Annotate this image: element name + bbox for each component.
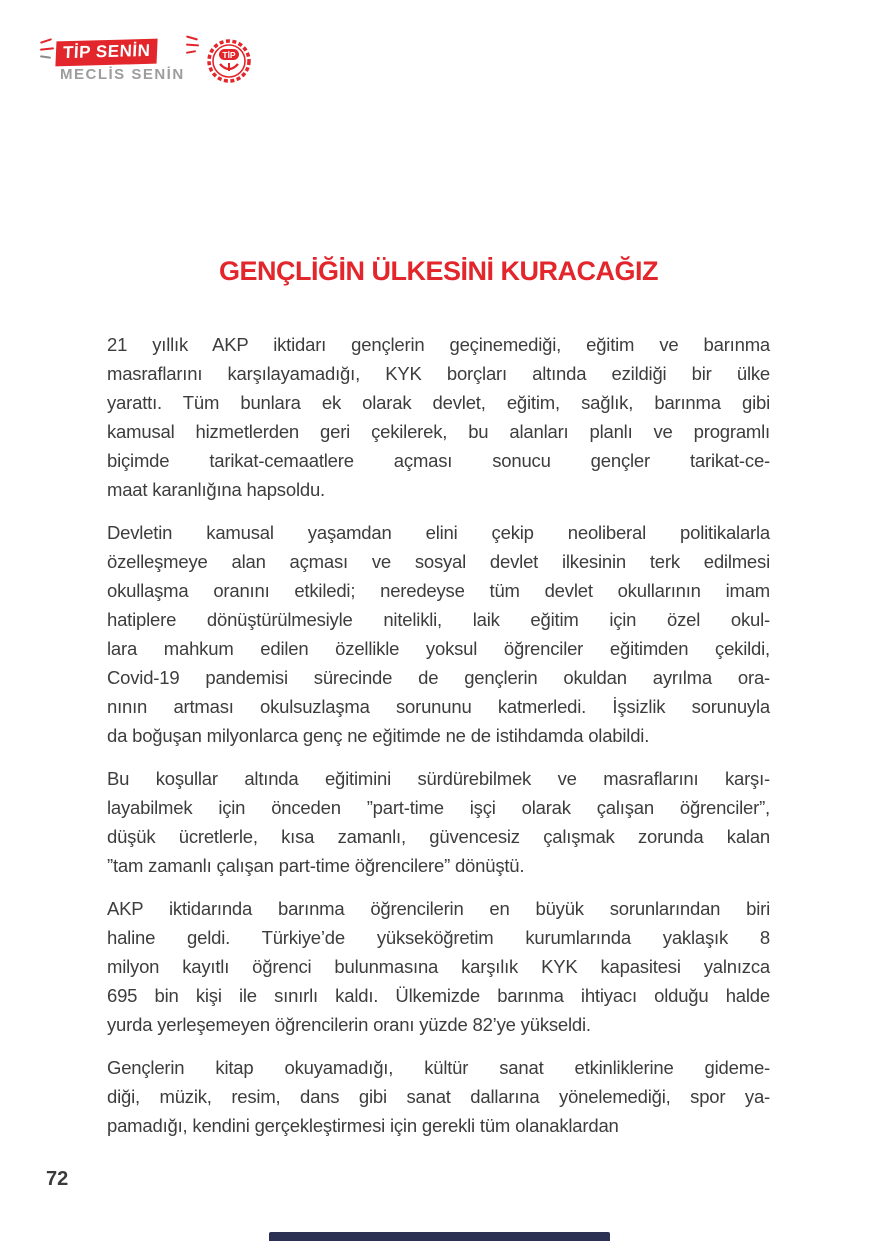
text-line: yarattı. Tüm bunlara ek olarak devlet, eğitim, sağlık, barınma gibi bbox=[107, 392, 770, 413]
text-line: Bu koşullar altında eğitimini sürdürebilmek ve masraflarını karşı- bbox=[107, 768, 770, 789]
text-line: ”tam zamanlı çalışan part-time öğrencilere” dönüştü. bbox=[107, 855, 525, 876]
text-line: biçimde tarikat-cemaatlere açması sonucu gençler tarikat-ce- bbox=[107, 450, 770, 471]
paragraph bbox=[107, 894, 770, 1039]
page-number: 72 bbox=[46, 1168, 69, 1190]
text-line: layabilmek için önceden ”part-time işçi olarak çalışan öğrenciler”, bbox=[107, 797, 770, 818]
text-line: 21 yıllık AKP iktidarı gençlerin geçinemediği, eğitim ve barınma bbox=[107, 334, 770, 355]
body-text bbox=[107, 330, 770, 1154]
text-line: da boğuşan milyonlarca genç ne eğitimde ne de istihdamda olabildi. bbox=[107, 725, 650, 746]
text-line: özelleşmeye alan açması ve sosyal devlet ilkesinin terk edilmesi bbox=[107, 551, 770, 572]
text-line: 695 bin kişi ile sınırlı kaldı. Ülkemizde barınma ihtiyacı olduğu halde bbox=[107, 985, 770, 1006]
text-line: Covid-19 pandemisi sürecinde de gençlerin okuldan ayrılma ora- bbox=[107, 667, 770, 688]
svg-text:TİP: TİP bbox=[222, 49, 236, 60]
paragraph bbox=[107, 330, 770, 504]
text-line: hatiplere dönüştürülmesiyle nitelikli, laik eğitim için özel okul- bbox=[107, 609, 770, 630]
text-line: lara mahkum edilen özellikle yoksul öğrenciler eğitimden çekildi, bbox=[107, 638, 770, 659]
text-line: milyon kayıtlı öğrenci bulunmasına karşılık KYK kapasitesi yalnızca bbox=[107, 956, 770, 977]
text-line: Gençlerin kitap okuyamadığı, kültür sanat etkinliklerine gideme- bbox=[107, 1057, 770, 1078]
paragraph bbox=[107, 1053, 770, 1140]
text-line: maat karanlığına hapsoldu. bbox=[107, 479, 325, 500]
tip-logo bbox=[40, 36, 255, 94]
text-line: masraflarını karşılayamadığı, KYK borçları altında ezildiği bir ülke bbox=[107, 363, 770, 384]
text-line: düşük ücretlerle, kısa zamanlı, güvencesiz çalışmak zorunda kalan bbox=[107, 826, 770, 847]
page-title: GENÇLİĞİN ÜLKESİNİ KURACAĞIZ bbox=[218, 256, 658, 286]
text-line: kamusal hizmetlerden geri çekilerek, bu alanları planlı ve programlı bbox=[107, 421, 770, 442]
speed-lines-icon bbox=[40, 38, 54, 64]
text-line: haline geldi. Türkiye’de yükseköğretim kurumlarında yaklaşık 8 bbox=[107, 927, 770, 948]
text-line: diği, müzik, resim, dans gibi sanat dallarına yönelemediği, spor ya- bbox=[107, 1086, 770, 1107]
speed-lines-icon bbox=[186, 36, 200, 62]
paragraph bbox=[107, 518, 770, 750]
text-line: yurda yerleşemeyen öğrencilerin oranı yüzde 82’ye yükseldi. bbox=[107, 1014, 591, 1035]
paragraph bbox=[107, 764, 770, 880]
footer-bar bbox=[269, 1232, 610, 1241]
logo-banner bbox=[55, 39, 158, 67]
text-line: nının artması okulsuzlaşma sorununu katmerledi. İşsizlik sorunuyla bbox=[107, 696, 770, 717]
text-line: Devletin kamusal yaşamdan elini çekip neoliberal politikalarla bbox=[107, 522, 770, 543]
text-line: okullaşma oranını etkiledi; neredeyse tüm devlet okullarının imam bbox=[107, 580, 770, 601]
text-line: AKP iktidarında barınma öğrencilerin en büyük sorunlarından biri bbox=[107, 898, 770, 919]
text-line: pamadığı, kendini gerçekleştirmesi için gerekli tüm olanaklardan bbox=[107, 1115, 619, 1136]
logo-subtext: MECLİS SENİN bbox=[60, 66, 185, 83]
tip-emblem-icon bbox=[206, 38, 252, 84]
logo-banner-text: TİP SENİN bbox=[62, 40, 151, 63]
